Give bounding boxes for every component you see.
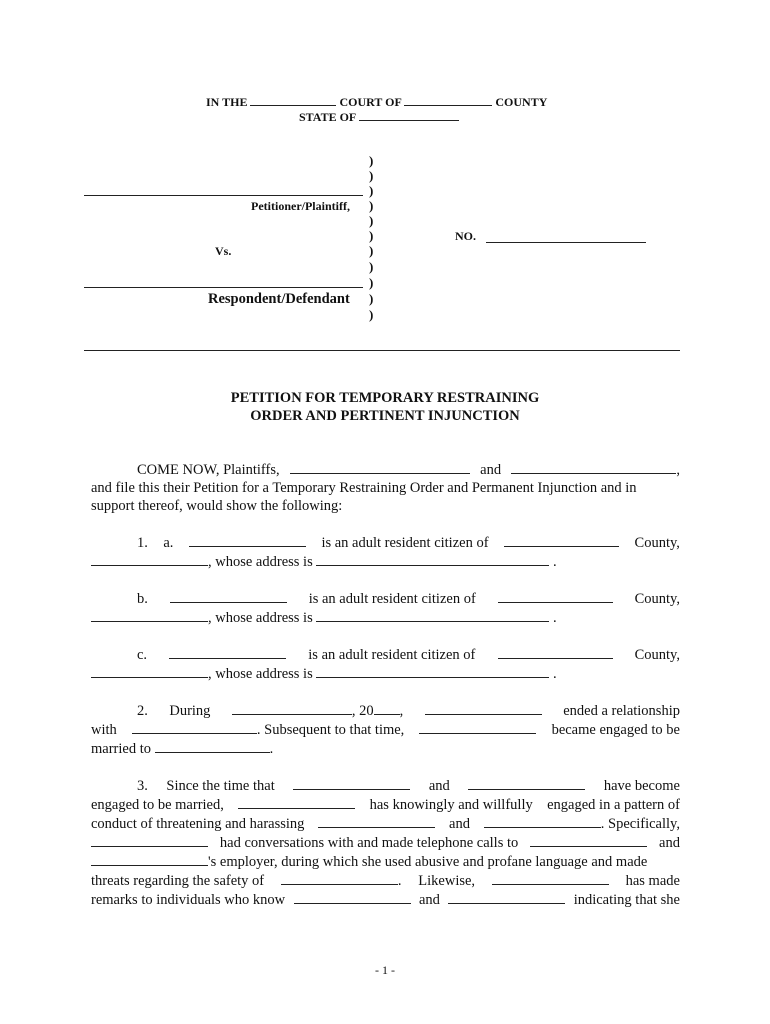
court-header-line1: IN THE COURT OF COUNTY — [206, 95, 548, 109]
paren: ) — [369, 243, 374, 258]
document-title-line1: PETITION FOR TEMPORARY RESTRAINING — [230, 390, 540, 406]
p1c-line1: c. is an adult resident citizen of County, — [137, 647, 680, 663]
p3-blank-6[interactable] — [91, 834, 208, 847]
paren: ) — [369, 153, 374, 168]
p3-blank-1[interactable] — [293, 777, 410, 790]
p1a-line1: 1. a. is an adult resident citizen of County, — [137, 535, 680, 551]
document-title-line2: ORDER AND PERTINENT INJUNCTION — [250, 408, 520, 424]
p2-date-blank[interactable] — [232, 702, 352, 715]
p1b-line1: b. is an adult resident citizen of County, — [137, 591, 680, 607]
p1c-county-blank[interactable] — [498, 646, 613, 659]
caption-divider — [84, 350, 680, 351]
p1a-name-blank[interactable] — [189, 534, 306, 547]
p3-blank-5[interactable] — [484, 815, 601, 828]
petitioner-name-line[interactable] — [84, 195, 363, 196]
p3-blank-4[interactable] — [318, 815, 435, 828]
p3-blank-7[interactable] — [530, 834, 647, 847]
paren: ) — [369, 275, 374, 290]
p2-line1: 2. During , 20 , ended a relationship — [137, 703, 680, 719]
court-header-line2: STATE OF — [299, 108, 459, 125]
p1b-name-blank[interactable] — [170, 590, 287, 603]
p1c-address-blank[interactable] — [316, 665, 549, 678]
plaintiff2-blank[interactable] — [511, 461, 676, 474]
paren: ) — [369, 307, 374, 322]
p2-line3: married to . — [91, 741, 274, 757]
paren: ) — [369, 198, 374, 213]
p1a-city-blank[interactable] — [91, 553, 208, 566]
p3-blank-12[interactable] — [448, 891, 565, 904]
p1c-city-blank[interactable] — [91, 665, 208, 678]
intro-line2: and file this their Petition for a Temporary Restraining Order and Permanent Injunction and in — [91, 480, 637, 496]
p3-blank-10[interactable] — [492, 872, 609, 885]
p1b-city-blank[interactable] — [91, 609, 208, 622]
state-blank[interactable] — [359, 108, 459, 121]
p3-line5: 's employer, during which she used abusive and profane language and made — [91, 853, 680, 871]
p1b-county-blank[interactable] — [498, 590, 613, 603]
p3-line1: 3. Since the time that and have become — [137, 778, 680, 794]
p2-person-blank[interactable] — [419, 721, 536, 734]
court-county-blank[interactable] — [404, 93, 492, 106]
p3-blank-11[interactable] — [294, 891, 411, 904]
court-blank[interactable] — [250, 93, 336, 106]
p3-blank-9[interactable] — [281, 872, 398, 885]
p3-blank-8[interactable] — [91, 853, 208, 866]
vs-label: Vs. — [215, 244, 232, 258]
p3-blank-3[interactable] — [238, 796, 355, 809]
paren: ) — [369, 291, 374, 306]
p1b-line2: , whose address is . — [91, 609, 557, 627]
paren: ) — [369, 228, 374, 243]
respondent-label: Respondent/Defendant — [208, 291, 350, 307]
p1a-line2: , whose address is . — [91, 553, 557, 571]
p1c-name-blank[interactable] — [169, 646, 286, 659]
p3-line3: conduct of threatening and harassing and . Specifically, — [91, 816, 680, 832]
page-number: - 1 - — [375, 963, 395, 977]
case-number-line[interactable] — [486, 242, 646, 243]
respondent-name-line[interactable] — [84, 287, 363, 288]
p3-line6: threats regarding the safety of . Likewise, has made — [91, 873, 680, 889]
p3-line2: engaged to be married, has knowingly and willfully engaged in a pattern of — [91, 797, 680, 813]
paren: ) — [369, 259, 374, 274]
p3-line4: had conversations with and made telephone calls to and — [91, 834, 680, 852]
p1c-line2: , whose address is . — [91, 665, 557, 683]
p2-with-blank[interactable] — [132, 721, 257, 734]
p3-line7: remarks to individuals who know and indicating that she — [91, 892, 680, 908]
p1b-address-blank[interactable] — [316, 609, 549, 622]
p2-line2: with . Subsequent to that time, became engaged to be — [91, 722, 680, 738]
paren: ) — [369, 183, 374, 198]
p1a-county-blank[interactable] — [504, 534, 619, 547]
p3-blank-2[interactable] — [468, 777, 585, 790]
intro-line3: support thereof, would show the following: — [91, 498, 343, 514]
p1a-address-blank[interactable] — [316, 553, 549, 566]
plaintiff1-blank[interactable] — [290, 461, 470, 474]
paren: ) — [369, 213, 374, 228]
intro-line1: COME NOW, Plaintiffs, and , — [137, 462, 680, 478]
petitioner-label: Petitioner/Plaintiff, — [251, 199, 350, 213]
case-no-label: NO. — [455, 229, 476, 243]
p2-name-blank[interactable] — [425, 702, 542, 715]
p2-year-blank[interactable] — [374, 702, 400, 715]
p2-married-blank[interactable] — [155, 740, 270, 753]
paren: ) — [369, 168, 374, 183]
